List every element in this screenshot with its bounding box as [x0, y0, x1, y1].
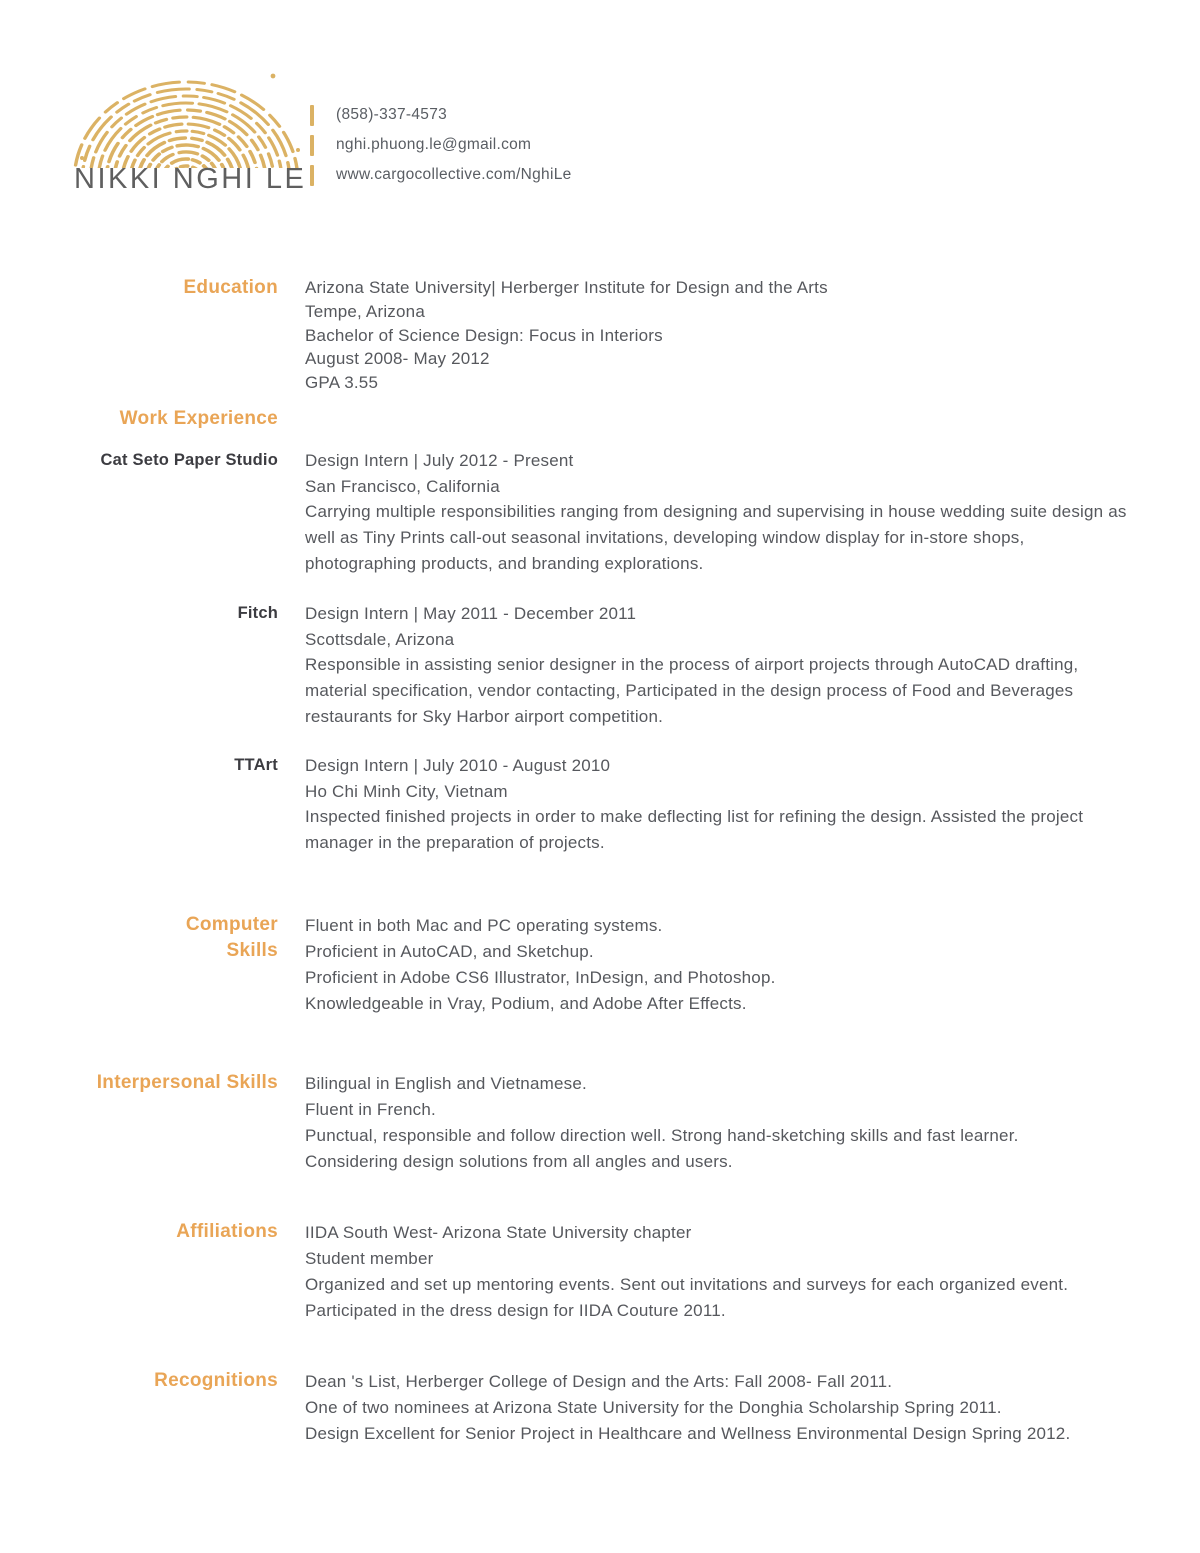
affiliation-item: Student member — [305, 1249, 434, 1268]
recognitions-heading: Recognitions — [154, 1370, 278, 1391]
gold-bar-icon — [310, 135, 314, 156]
affiliation-item: IIDA South West- Arizona State University chapter — [305, 1223, 692, 1242]
job-description: Responsible in assisting senior designer in the process of airport projects through AutoCAD drafting, material specification, vendor contacting, Participated in the design process of Food and Beverages restaurants for Sky Harbor airport competition. — [305, 655, 1079, 727]
job-title: Design Intern | July 2010 - August 2010 — [305, 756, 611, 775]
education-degree: Bachelor of Science Design: Focus in Interiors — [305, 325, 663, 345]
computer-skills-section — [0, 913, 1160, 1017]
computer-skills-heading-line2: Skills — [226, 940, 278, 961]
interpersonal-skills-heading: Interpersonal Skills — [96, 1072, 278, 1093]
affiliations-section — [0, 1220, 1160, 1324]
computer-skill-item: Proficient in Adobe CS6 Illustrator, InDesign, and Photoshop. — [305, 968, 776, 987]
education-gpa: GPA 3.55 — [305, 373, 379, 393]
work-experience-heading-row — [0, 407, 1160, 431]
job-location: Scottsdale, Arizona — [305, 629, 455, 649]
recognition-item: Dean 's List, Herberger College of Design and the Arts: Fall 2008- Fall 2011. — [305, 1372, 893, 1391]
contact-block — [310, 100, 572, 190]
job-description: Carrying multiple responsibilities ranging from designing and supervising in house wedding suite design as well as Tiny Prints call-out seasonal invitations, developing window display for in-store shops, photographing products, and branding explorations. — [305, 502, 1127, 574]
recognitions-section — [0, 1369, 1160, 1447]
computer-skill-item: Knowledgeable in Vray, Podium, and Adobe After Effects. — [305, 994, 747, 1013]
computer-skill-item: Fluent in both Mac and PC operating systems. — [305, 916, 663, 935]
affiliation-item: Organized and set up mentoring events. Sent out invitations and surveys for each organized event. — [305, 1275, 1069, 1294]
gold-bar-icon — [310, 105, 314, 126]
recognition-item: One of two nominees at Arizona State University for the Donghia Scholarship Spring 2011. — [305, 1398, 1002, 1417]
job-description: Inspected finished projects in order to make deflecting list for refining the design. Assisted the project manager in the preparation of projects. — [305, 807, 1084, 853]
computer-skills-heading-line1: Computer — [185, 914, 278, 935]
education-dates: August 2008- May 2012 — [305, 349, 490, 369]
contact-phone — [310, 100, 572, 130]
affiliation-item: Participated in the dress design for IIDA Couture 2011. — [305, 1301, 726, 1320]
company-name: Cat Seto Paper Studio — [100, 451, 278, 469]
phone-number: (858)-337-4573 — [336, 106, 448, 123]
gold-bar-icon — [310, 165, 314, 186]
interpersonal-skill-item: Fluent in French. — [305, 1100, 436, 1119]
interpersonal-skill-item: Bilingual in English and Vietnamese. — [305, 1074, 587, 1093]
job-ttart — [0, 753, 1160, 856]
job-location: San Francisco, California — [305, 476, 500, 496]
interpersonal-skill-item: Considering design solutions from all angles and users. — [305, 1152, 733, 1171]
work-experience-heading: Work Experience — [119, 408, 278, 429]
person-name: NIKKI NGHI LE — [74, 163, 307, 195]
website-url: www.cargocollective.com/NghiLe — [336, 166, 572, 183]
education-heading: Education — [183, 277, 278, 298]
interpersonal-skill-item: Punctual, responsible and follow direction well. Strong hand-sketching skills and fast learner. — [305, 1126, 1019, 1145]
affiliations-heading: Affiliations — [176, 1221, 278, 1242]
education-school: Arizona State University| Herberger Institute for Design and the Arts — [305, 278, 828, 297]
contact-website — [310, 160, 572, 190]
education-city: Tempe, Arizona — [305, 301, 425, 321]
recognition-item: Design Excellent for Senior Project in Healthcare and Wellness Environmental Design Spring 2012. — [305, 1424, 1071, 1443]
fingerprint-logo-icon — [70, 66, 305, 168]
interpersonal-skills-section — [0, 1071, 1160, 1175]
job-location: Ho Chi Minh City, Vietnam — [305, 781, 508, 801]
computer-skill-item: Proficient in AutoCAD, and Sketchup. — [305, 942, 594, 961]
company-name: Fitch — [237, 604, 278, 622]
job-title: Design Intern | July 2012 - Present — [305, 451, 574, 470]
company-name: TTArt — [234, 756, 278, 774]
contact-email — [310, 130, 572, 160]
job-title: Design Intern | May 2011 - December 2011 — [305, 604, 637, 623]
job-cat-seto — [0, 448, 1160, 577]
education-section — [0, 276, 1160, 395]
email-address: nghi.phuong.le@gmail.com — [336, 136, 532, 153]
job-fitch — [0, 601, 1160, 730]
